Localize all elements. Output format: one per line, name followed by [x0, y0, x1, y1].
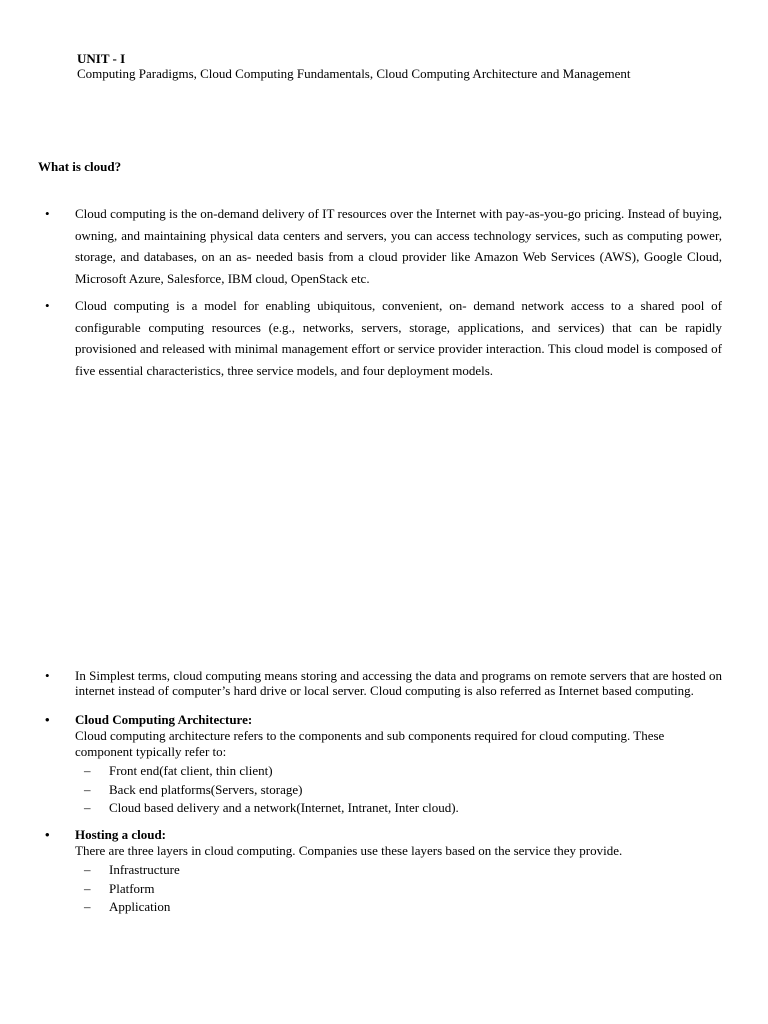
architecture-list — [75, 762, 722, 818]
bullet-marker: • — [45, 298, 50, 313]
dash-marker: – — [84, 800, 91, 815]
dash-marker: – — [84, 899, 91, 914]
architecture-section — [75, 712, 722, 818]
list-item-text: Cloud based delivery and a network(Internet, Intranet, Inter cloud). — [109, 800, 459, 815]
unit-title: UNIT - I — [77, 51, 126, 66]
hosting-list — [75, 861, 722, 917]
list-item — [75, 799, 722, 818]
bullet-marker: • — [45, 668, 50, 683]
list-item — [75, 861, 722, 880]
list-item-text: Back end platforms(Servers, storage) — [109, 781, 303, 797]
list-item — [75, 781, 722, 800]
list-item-text: Application — [109, 899, 171, 914]
bullet-marker: • — [45, 712, 50, 727]
section-heading: What is cloud? — [38, 159, 122, 174]
list-item — [75, 762, 722, 781]
hosting-text: There are three layers in cloud computing. Companies use these layers based on the service they provide. — [75, 843, 623, 858]
architecture-text: Cloud computing architecture refers to the components and sub components required for cloud computing. These component typically refer to: — [75, 728, 665, 759]
bullet-marker: • — [45, 827, 50, 842]
unit-subtitle: Computing Paradigms, Cloud Computing Fundamentals, Cloud Computing Architecture and Management — [77, 66, 631, 81]
dash-marker: – — [84, 880, 91, 896]
list-item-text: Infrastructure — [109, 862, 180, 877]
bullet-marker: • — [45, 206, 50, 221]
paragraph-definition-nist: Cloud computing is a model for enabling ubiquitous, convenient, on- demand network access to a shared pool of configurable computing resources (e.g., networks, servers, storage, applications, and services) that can be rapidly provisioned and released with minimal management effort or service provider interaction. This cloud model is composed of five essential characteristics, three service models, and four deployment models. — [75, 298, 722, 378]
dash-marker: – — [84, 862, 91, 877]
list-item — [75, 880, 722, 899]
hosting-title: Hosting a cloud: — [75, 827, 167, 842]
hosting-section — [75, 827, 722, 917]
paragraph-definition-aws: Cloud computing is the on-demand delivery of IT resources over the Internet with pay-as-you-go pricing. Instead of buying, owning, and maintaining physical data centers and servers, you can access technology services, such as computing power, storage, and databases, on an as- needed basis from a cloud provider like Amazon Web Services (AWS), Google Cloud, Microsoft Azure, Salesforce, IBM cloud, OpenStack etc. — [75, 206, 722, 286]
list-item-text: Front end(fat client, thin client) — [109, 763, 273, 778]
list-item — [75, 898, 722, 917]
dash-marker: – — [84, 781, 91, 797]
list-item-text: Platform — [109, 880, 155, 896]
paragraph-simplest-terms: In Simplest terms, cloud computing means storing and accessing the data and programs on remote servers that are hosted on internet instead of computer’s hard drive or local server. Cloud computing is also referred as Internet based computing. — [75, 668, 722, 698]
dash-marker: – — [84, 763, 91, 778]
architecture-title: Cloud Computing Architecture: — [75, 712, 253, 727]
